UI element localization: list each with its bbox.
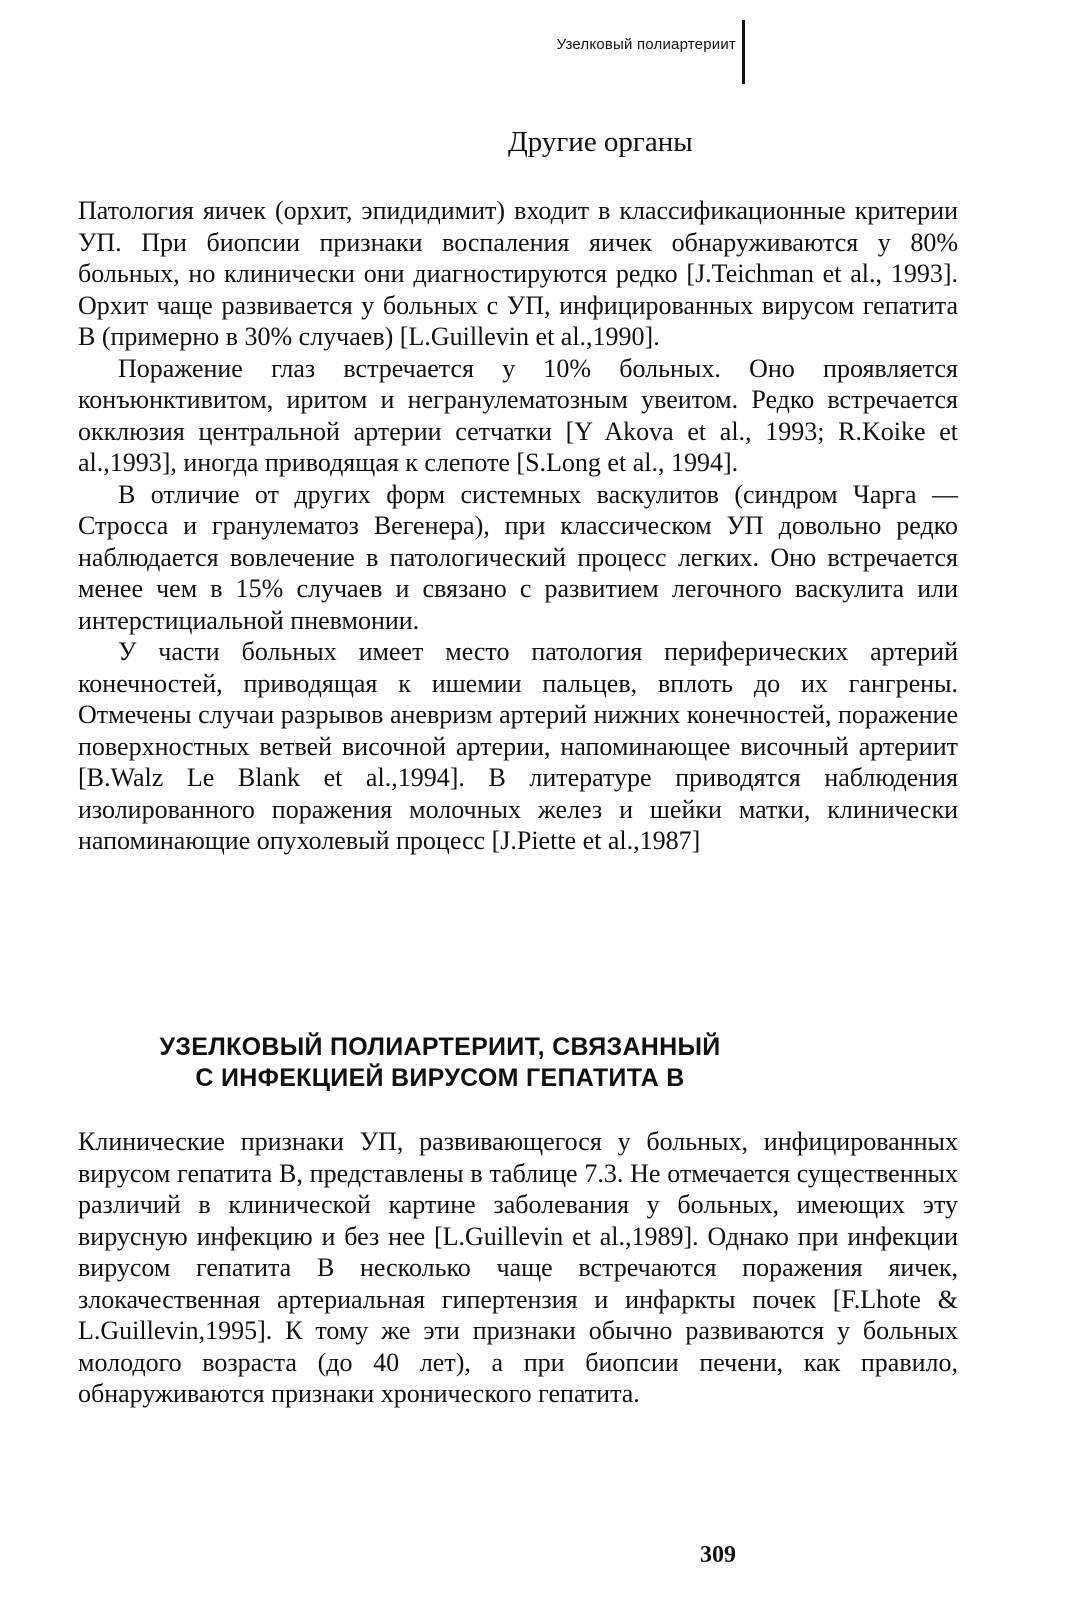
chapter-heading-line-2: С ИНФЕКЦИЕЙ ВИРУСОМ ГЕПАТИТА В [195, 1064, 685, 1092]
section-title: Другие органы [508, 126, 693, 158]
page-number: 309 [700, 1542, 736, 1568]
header-rule [742, 20, 745, 84]
paragraph-arteries: У части больных имеет место патология периферических артерий конечностей, приводящая к ишемии пальцев, вплоть до их гангрены. Отмечены случаи разрывов аневризм артерий нижних конечностей, поражение поверхностных ветвей височной артерии, напоминающее височный артериит [B.Walz Le Blank et al.,1994]. В литературе приводятся наблюдения изолированного поражения молочных желез и шейки матки, клинически напоминающие опухолевый процесс [J.Piette et al.,1987] [78, 637, 958, 855]
paragraph-hepatitis-b: Клинические признаки УП, развивающегося у больных, инфицированных вирусом гепатита В, представлены в таблице 7.3. Не отмечается существенных различий в клинической картине заболевания у больных, имеющих эту вирусную инфекцию и без нее [L.Guillevin et al.,1989]. Однако при инфекции вирусом гепатита В несколько чаще встречаются поражения яичек, злокачественная артериальная гипертензия и инфаркты почек [F.Lhote & L.Guillevin,1995]. К тому же эти признаки обычно развиваются у больных молодого возраста (до 40 лет), а при биопсии печени, как правило, обнаруживаются признаки хронического гепатита. [78, 1127, 958, 1408]
section-body [78, 195, 958, 857]
paragraph-testes: Патология яичек (орхит, эпидидимит) входит в классификационные критерии УП. При биопсии признаки воспаления яичек обнаруживаются у 80% больных, но клинически они диагностируются редко [J.Teichman et al., 1993]. Орхит чаще развивается у больных с УП, инфицированных вирусом гепатита В (примерно в 30% случаев) [L.Guillevin et al.,1990]. [78, 196, 958, 351]
paragraph-eyes: Поражение глаз встречается у 10% больных. Оно проявляется конъюнктивитом, иритом и негранулематозным увеитом. Редко встречается окклюзия центральной артерии сетчатки [Y Akova et al., 1993; R.Koike et al.,1993], иногда приводящая к слепоте [S.Long et al., 1994]. [78, 353, 958, 477]
paragraph-lungs: В отличие от других форм системных васкулитов (синдром Чарга — Стросса и гранулематоз Вегенера), при классическом УП довольно редко наблюдается вовлечение в патологический процесс легких. Оно встречается менее чем в 15% случаев и связано с развитием легочного васкулита или интерстициальной пневмонии. [78, 479, 958, 635]
chapter-body [78, 1126, 958, 1410]
chapter-heading-line-1: УЗЕЛКОВЫЙ ПОЛИАРТЕРИИТ, СВЯЗАННЫЙ [159, 1033, 721, 1061]
running-header: Узелковый полиартериит [556, 36, 736, 53]
chapter-heading [100, 1032, 780, 1094]
